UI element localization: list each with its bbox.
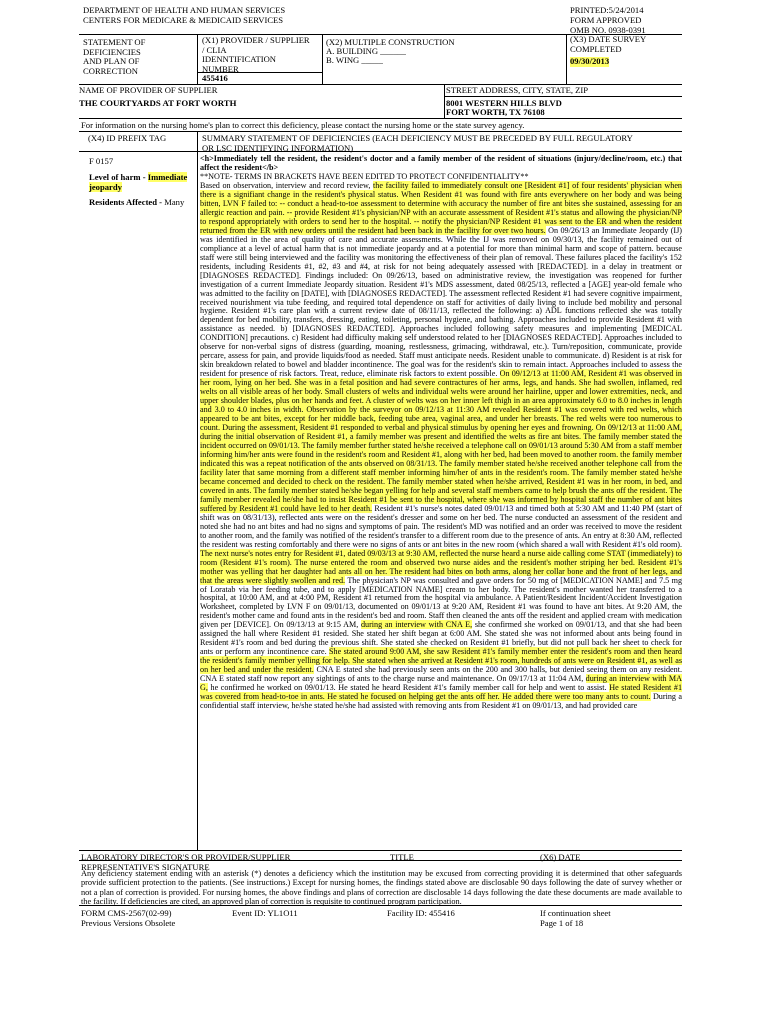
residents-label: Residents Affected -	[89, 197, 165, 207]
x2-building: A. BUILDING ______	[326, 46, 406, 56]
finding-text: On 09/26/13 an Immediate Jeopardy (IJ) was identified in the area of quality of care and accurate assessments. While the IJ was removed on 09/30/13, the facility remained out of compliance at a level of actual harm that is not immediate jeopardy and at a potential for more than minimal harm and scope of pattern. because staff were still being interviewed and the facility was monitoring the effectiveness of their plan of removal. These failures placed the facility's 152 residents, including Residents #1, #2, #3 and #4, at risk for not being adequately assessed with [REDACTED]. in a delay in treatment or [DIAGNOSES REDACTED]. Findings included: On 09/26/13, based on administrative review, the investigation was reopened for further investigation of a current Immediate Jeopardy situation. Resident #1's MDS assessment, dated 08/25/13, reflected a [AGE] year-old female who was admitted to the facility on [DATE], with [DIAGNOSES REDACTED]. The assessment reflected Resident #1 had severe cognitive impairment, received nourishment via tube feeding, and required total dependence on staff for activities of daily living to include bed mobility and personal hygiene. Resident #1's care plan with a current review date of 08/11/13, reflected the following: a) ADL functions reflected she was totally dependent for bed mobility, transfers, dressing, eating, toileting, personal hygiene, and bathing. Approaches included to provide Resident #1 with assistance as needed. b) [DIAGNOSES REDACTED]. Approaches included following safety measures and implementing [MEDICAL CONDITION] precautions. c) Resident had difficulty making self understood related to her [DIAGNOSES REDACTED]. Approaches included to observe for non-verbal signs of distress (guarding, moaning, restlessness, grimacing, withdrawal, etc.). Turn/reposition, communicate, provide percare, assess for pain, and provide liquids/food as needed. Staff must anticipate needs. Resident unable to communicate. d) Resident is at risk for skin breakdown related to bowel and bladder incontinence. The goal was for the resident's skin to remain intact. Approaches included to assess the resident for presence of risk factors. Treat, reduce, eliminate risk factors to extent possible.	[200, 225, 682, 379]
residents-value: Many	[164, 197, 185, 207]
finding-text: Resident #1's nurse's notes dated 09/01/13 and timed both at 5:30 AM and 11:40 PM (start of shift was on 08/31/13), reflected ants were on the resident's dresser and some on her bed. The nurse conducted an assessment of the resident and noted she had no ant bites and had no signs and symptoms of pain. The resident's MD was notified and an order was received to move the resident to another room, and the family was notified of the resident's transfer to a different room due to the presence of ants. An entry at 8:30 AM, reflected the resident was resting comfortably and there were no signs of ants or ant bites in the new room (which shared a wall with Resident #1's old room).	[200, 503, 682, 549]
highlighted-finding: On 09/12/13 at 11:00 AM, Resident #1 was observed in her room, lying on her bed. She was in a fetal position and had severe contractures of her arms, legs, and hands. She had swollen, inflamed, red welts on all visible areas of her body. Small clusters of welts and individual welts were around her hairline, upper and lower extremities, neck, and upper shoulder blades, plus on her hands and feet. A cluster of welts was on her inner left thigh in an area approximately 6.0 to 8.0 inches in length and 3.0 to 4.0 inches in width. Observation by the surveyor on 09/12/13 at 11:30 AM revealed Resident #1 was covered with red welts, which appeared to be ant bites, except for her middle back, feeding tube area, vaginal area, and under her breasts. The red welts were too numerous to count. During the assessment, Resident #1 responded to verbal and physical stimulus by opening her eyes and frowning. On 09/12/13 at 11:00 AM, during the initial observation of Resident #1, a family member was present and identified the welts as fire ant bites. The family member stated the incident occurred on 09/01/13. The family member further stated he/she received a telephone call on 09/01/13 around 5:30 AM from a staff member informing him/her ants were found in the resident's room and Resident #1, along with her bed, had been moved to another room. the family member indicated this was a repeat notification of the ants observed on 08/31/13. The family member stated he/she received another telephone call from the facility later that same morning from a different staff member informing him/her of ants in the resident's room. The family member stated he/she became concerned and decided to check on the resident. The family member stated when he/she arrived, Resident #1 was in her room, in bed, and covered in ants. The family member stated he/she began yelling for help and several staff members came to help brush the ants off the resident. The family member revealed he/she had to insist Resident #1 be sent to the hospital, where she was informed by hospital staff the number of ant bites suffered by Resident #1 could have led to her death.	[200, 369, 682, 513]
finding-text: CNA E stated she had previously seen ants on the 200 and 300 halls, but denied seeing them on any resident. CNA E stated staff now report any sightings of ants to the charge nurse and maintenance. On 09/17/13 at 11:04 AM,	[200, 665, 682, 684]
disclaimer: Any deficiency statement ending with an asterisk (*) denotes a deficiency which the institution may be excused from correcting providing it is determined that other safeguards provide sufficient protection to the patients. (See instructions.) Except for nursing homes, the findings stated above are disclosable 90 days following the date of survey whether or not a plan of correction is provided. For nursing homes, the above findings and plans of correction are disclosable 14 days following the date these documents are made available to the facility. If deficiencies are cited, an approved plan of correction is requisite to continued program participation.	[81, 869, 682, 906]
previous-versions: Previous Versions Obsolete	[81, 918, 176, 928]
address-label: STREET ADDRESS, CITY, STATE, ZIP	[446, 85, 589, 95]
finding-text: she confirmed she worked on 09/01/13, and that she had been assigned the hall where Resident #1 resided. She stated her shift began at 6:00 AM. She stated she was not informed about ants being found in Resident #1's room and bed during the previous shift. She stated she checked on Resident #1 briefly, but did not pull back her sheet to check for ants or perform any incontinence care.	[200, 620, 682, 657]
finding-text: During a confidential staff interview, he/she stated he/she had assisted with removing ants from Resident #1 on 09/01/13, and had provided care	[200, 692, 682, 711]
level-value: Immediate jeopardy	[89, 172, 188, 192]
highlighted-finding: The next nurse's notes entry for Resident #1, dated 09/03/13 at 9:30 AM, reflected the nurse heard a nurse aide calling come STAT (immediately) to room (Resident #1's room). The nurse entered the room and observed two nurse aides and the resident's mother striping her bed. Resident #1's mother was yelling that her daughter had ants all on her. The resident had bites on both arms, along her collar bone and the front of her legs, and that the areas were slightly swollen and red.	[200, 548, 682, 585]
rule	[79, 905, 682, 906]
x1-label: (X1) PROVIDER / SUPPLIER / CLIA IDENNTIFICATION NUMBER	[202, 35, 310, 75]
level-of-harm	[89, 173, 194, 192]
finding-text: he confirmed he worked on 09/01/13. He stated he heard Resident #1's family member call for help and went to assist.	[207, 683, 610, 693]
address-line-2: FORT WORTH, TX 76108	[446, 107, 545, 117]
agency-line-1: DEPARTMENT OF HEALTH AND HUMAN SERVICES	[83, 5, 286, 15]
x2-wing: B. WING _____	[326, 55, 383, 65]
date-label: (X6) DATE	[540, 852, 581, 862]
summary-label: SUMMARY STATEMENT OF DEFICIENCIES (EACH DEFICIENCY MUST BE PRECEDED BY FULL REGULATORY OR LSC IDENTIFYING INFORMATION)	[202, 133, 633, 153]
x3-label: (X3) DATE SURVEY COMPLETED	[570, 34, 647, 54]
highlighted-finding: during an interview with MA G,	[200, 674, 682, 693]
highlighted-finding: the facility failed to immediately consult one [Resident #1] of four residents' physician when there is a signifiant change in the resident's physical status. When Resident #1 was found with fire ants everywhere on her body and was being bitten, LVN F failed to: -- conduct a head-to-toe assessment to determine with accuracy the number of fire ant bites she sustained, assessing for an allergic reaction and pain. -- provide Resident #1's physician/NP with an accurate assessment of Resident #1's status and allowing the physician/NP to respond appropriately with orders to send her to the hospital. -- notify the physician/NP Resident #1 was sent to the ER and when the resident returned from the ER with new orders until the resident had been back in the facility for over two hours.	[200, 180, 682, 235]
title-label: TITLE	[390, 852, 414, 862]
divider	[566, 34, 567, 84]
address-line-1: 8001 WESTERN HILLS BLVD	[446, 98, 562, 108]
survey-date: 09/30/2013	[570, 56, 610, 66]
provider-number: 455416	[202, 73, 228, 83]
form-number: FORM CMS-2567(02-99)	[81, 908, 172, 918]
findings-text	[200, 182, 682, 711]
highlighted-finding: during an interview with CNA E,	[360, 620, 473, 630]
deficiency-narrative	[200, 155, 682, 850]
rule	[79, 131, 682, 132]
rule	[79, 118, 682, 119]
agency-line-2: CENTERS FOR MEDICARE & MEDICAID SERVICES	[83, 15, 284, 25]
rule	[79, 151, 682, 152]
x2-label: (X2) MULTIPLE CONSTRUCTION	[326, 37, 455, 47]
divider	[197, 131, 198, 151]
highlighted-finding: He stated Resident #1 was covered from head-to-toe in ants. He stated he focused on helping get the ants off her. He added there were too many ants to count.	[200, 683, 682, 702]
printed-date: PRINTED:5/24/2014	[570, 5, 644, 15]
form-approved: FORM APPROVED	[570, 15, 642, 25]
confidentiality-note: **NOTE- TERMS IN BRACKETS HAVE BEEN EDITED TO PROTECT CONFIDENTIALITY**	[200, 171, 529, 181]
divider	[322, 34, 323, 84]
provider-name: THE COURTYARDS AT FORT WORTH	[79, 98, 237, 108]
provider-name-label: NAME OF PROVIDER OF SUPPLIER	[79, 85, 218, 95]
divider	[444, 84, 445, 118]
director-signature-label: LABORATORY DIRECTOR'S OR PROVIDER/SUPPLIER REPRESENTATIVE'S SIGNATURE	[81, 852, 291, 872]
facility-id: Facility ID: 455416	[387, 908, 455, 918]
residents-affected	[89, 198, 199, 208]
finding-text: Based on observation, interview and record review,	[200, 180, 374, 190]
omb-number: OMB NO. 0938-0391	[570, 25, 646, 35]
event-id: Event ID: YL1O11	[232, 908, 298, 918]
divider	[197, 34, 198, 84]
page-number: Page 1 of 18	[540, 918, 584, 928]
finding-text: The physician's NP was consulted and gave orders for 50 mg of [MEDICATION NAME] and 7.5 mg of Loratab via her feeding tube, and to apply [MEDICATION NAME] cream to her body. The resident's mother wanted her transferred to a hospital, at 10:00 AM, and at 4:00 PM, Resident #1 returned from the hospital via ambulance. A Patient/Resident Incident/Accident Investigation Worksheet, completed by LVN F on 09/01/13, documented on 09/01/13 at 9:20 AM, Resident #1 was found to have ant bites. At 9:20 AM, the resident's mother came and found ants in the resident's bed and room. Staff then cleaned the ants off the resident and applied cream with medication given per [DEVICE]. On 09/13/13 at 9:15 AM,	[200, 575, 682, 630]
level-label: Level of harm -	[89, 172, 148, 182]
continuation-note: If continuation sheet	[540, 908, 611, 918]
statement-label: STATEMENT OF DEFICIENCIES AND PLAN OF CORRECTION	[83, 37, 146, 77]
divider	[197, 151, 198, 851]
highlighted-finding: She stated around 9:00 AM, she saw Resident #1's family member enter the resident's room and then heard the resident's family member yelling for help. She stated when she arrived at Resident #1's room, hundreds of ants were on Resident #1, as well as on her bed and under the resident.	[200, 647, 682, 675]
deficiency-title: <h>Immediately tell the resident, the resident's doctor and a family member of the resident of situations (injury/decline/room, etc.) that affect the resident</b>	[200, 155, 682, 172]
deficiency-tag: F 0157	[89, 156, 114, 166]
rule	[79, 860, 682, 861]
rule	[79, 850, 682, 851]
info-line: For information on the nursing home's plan to correct this deficiency, please contact the nursing home or the state survey agency.	[81, 120, 525, 130]
x4-label: (X4) ID PREFIX TAG	[88, 133, 167, 143]
rule	[444, 96, 682, 97]
